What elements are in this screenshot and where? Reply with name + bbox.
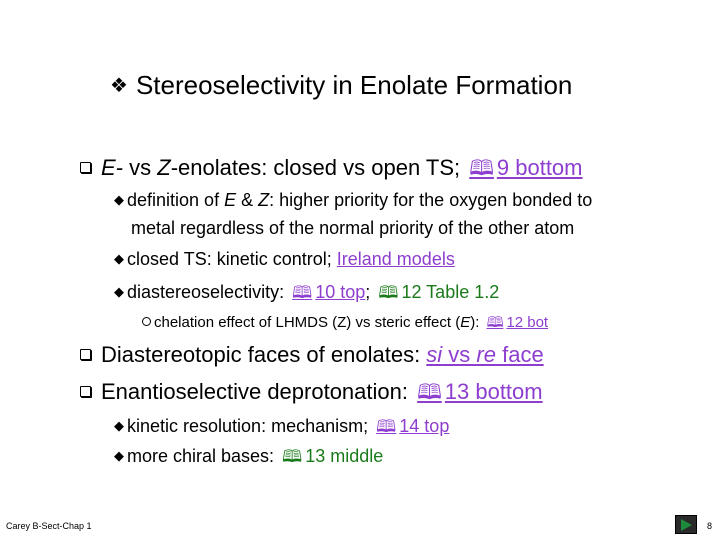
bullet-chelation: chelation effect of LHMDS (Z) vs steric effect (E): 🕮 12 bot xyxy=(142,312,548,336)
ref-link-13-bottom[interactable]: 🕮 13 bottom xyxy=(417,379,543,404)
slide-title xyxy=(110,70,572,101)
play-triangle-icon xyxy=(679,518,693,532)
book-icon: 🕮 xyxy=(378,283,399,302)
bullet-diastereoselectivity: ◆ diastereoselectivity: 🕮 10 top; 🕮 12 Table 1.2 xyxy=(114,282,500,302)
diamond-bullet-icon: ❖ xyxy=(110,75,128,97)
footer-source: Carey B-Sect-Chap 1 xyxy=(6,521,92,531)
bullet-enantioselective: Enantioselective deprotonation: 🕮 13 bottom xyxy=(80,378,543,413)
bullet-diastereotopic-faces: Diastereotopic faces of enolates: si vs re face xyxy=(80,342,544,368)
bullet-definition: ◆ definition of E & Z: higher priority for the oxygen bonded to xyxy=(114,190,593,210)
ref-link-12-table[interactable]: 🕮 12 Table 1.2 xyxy=(378,282,500,302)
book-icon: 🕮 xyxy=(292,283,313,302)
ref-link-13-middle[interactable]: 🕮 13 middle xyxy=(282,446,384,466)
book-icon: 🕮 xyxy=(417,381,442,404)
square-bullet-icon xyxy=(80,162,91,173)
diamond-bullet-icon: ◆ xyxy=(114,251,124,266)
bullet-closed-ts: ◆ closed TS: kinetic control; Ireland models xyxy=(114,249,455,269)
book-icon: 🕮 xyxy=(282,447,303,466)
square-bullet-icon xyxy=(80,386,91,397)
next-slide-button[interactable] xyxy=(675,515,697,534)
si-re-face-link[interactable]: si vs re face xyxy=(426,342,544,367)
ref-link-10-top[interactable]: 🕮 10 top xyxy=(292,282,366,302)
diamond-bullet-icon: ◆ xyxy=(114,448,124,463)
bullet-chiral-bases: ◆ more chiral bases: 🕮 13 middle xyxy=(114,446,384,466)
diamond-bullet-icon: ◆ xyxy=(114,284,124,299)
book-icon: 🕮 xyxy=(486,315,504,331)
definition-line-2: metal regardless of the normal priority of the other atom xyxy=(131,218,575,238)
book-icon: 🕮 xyxy=(376,417,397,436)
slide-title-text: Stereoselectivity in Enolate Formation xyxy=(135,70,573,100)
diamond-bullet-icon: ◆ xyxy=(114,192,124,207)
diamond-bullet-icon: ◆ xyxy=(114,418,124,433)
circle-bullet-icon xyxy=(142,317,151,326)
ireland-models-link[interactable]: Ireland models xyxy=(336,249,455,269)
book-icon: 🕮 xyxy=(469,157,494,180)
page-number: 8 xyxy=(707,521,713,531)
bullet-kinetic-resolution: ◆ kinetic resolution: mechanism; 🕮 14 top xyxy=(114,416,450,436)
ref-link-9-bottom[interactable]: 🕮 9 bottom xyxy=(469,155,583,180)
ref-link-12-bot[interactable]: 🕮 12 bot xyxy=(486,314,549,331)
bullet-ez-enolates: E- vs Z-enolates: closed vs open TS; 🕮 9 bottom xyxy=(80,154,583,189)
ref-link-14-top[interactable]: 🕮 14 top xyxy=(376,416,450,436)
square-bullet-icon xyxy=(80,349,91,360)
